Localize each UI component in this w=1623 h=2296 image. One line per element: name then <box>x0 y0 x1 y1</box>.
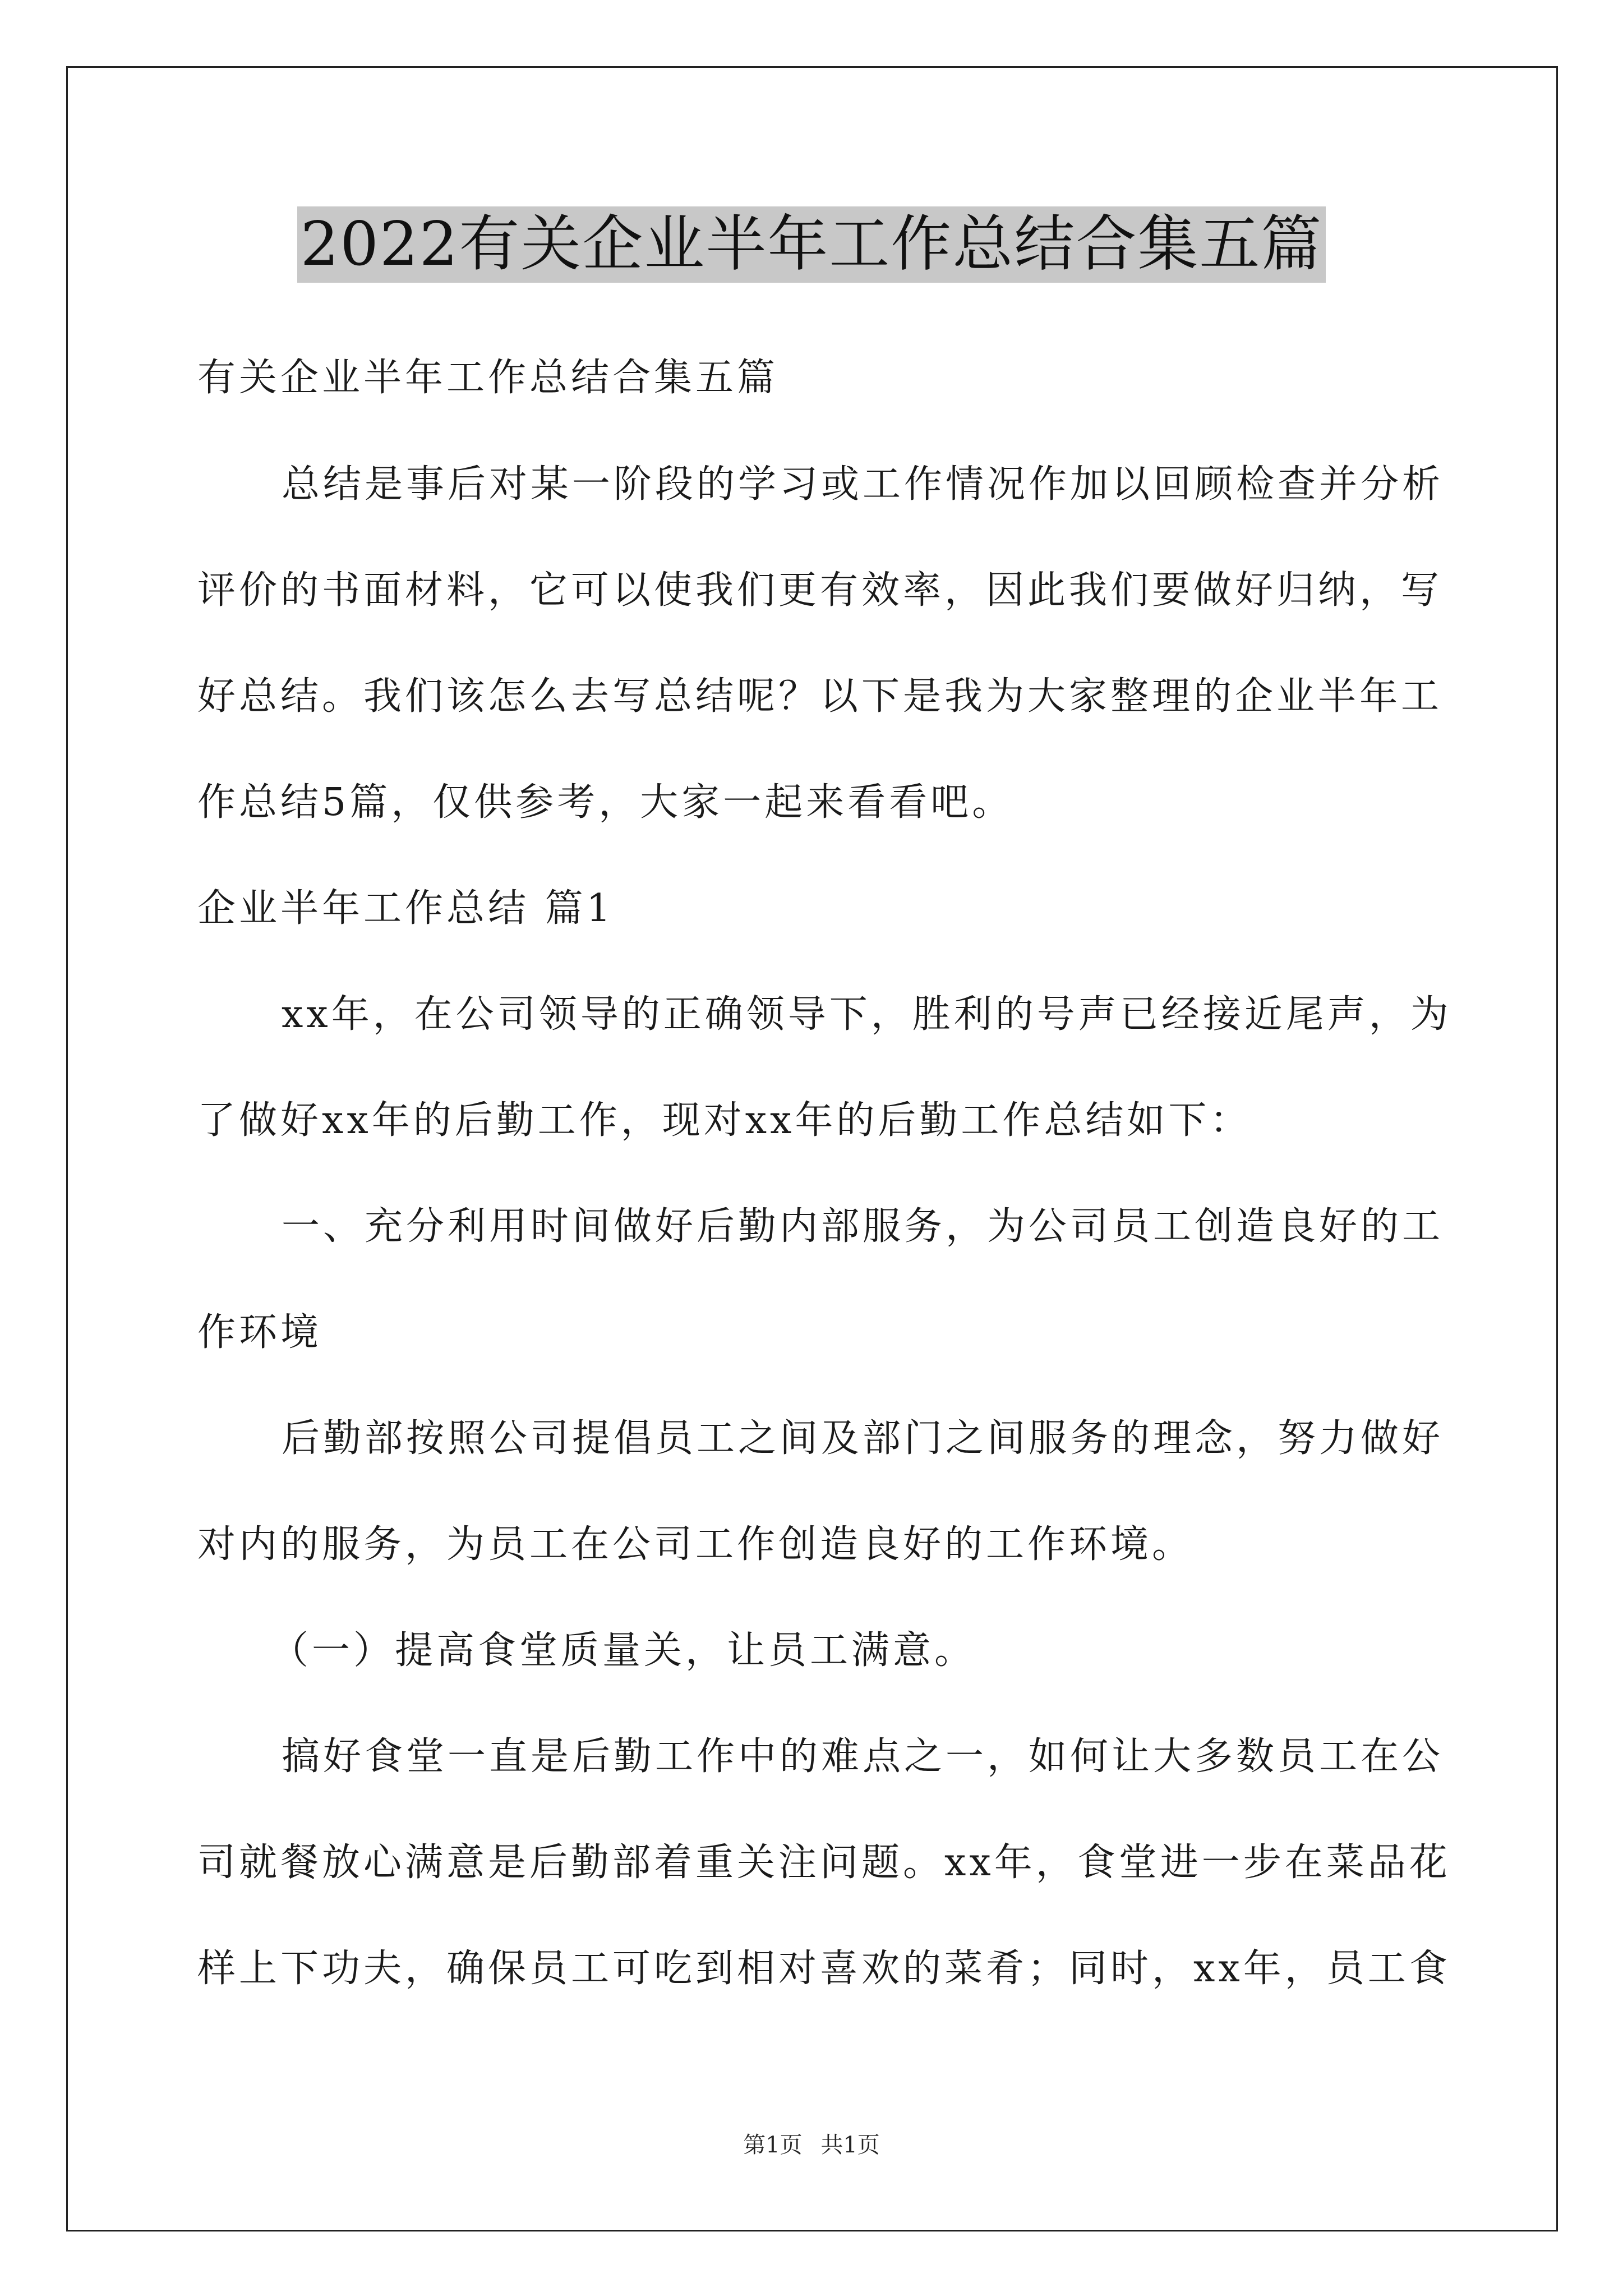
document-title: 2022有关企业半年工作总结合集五篇 <box>297 206 1326 283</box>
page-number: 第1页 <box>743 2132 803 2158</box>
paragraph-line: 评价的书面材料，它可以使我们更有效率，因此我们要做好归纳，写 <box>197 568 1443 613</box>
paragraph-line: 作总结5篇，仅供参考，大家一起来看看吧。 <box>197 780 1014 825</box>
paragraph-line: 总结是事后对某一阶段的学习或工作情况作加以回顾检查并分析 <box>282 462 1444 507</box>
paragraph-line: 司就餐放心满意是后勤部着重关注问题。xx年，食堂进一步在菜品花 <box>197 1841 1451 1885</box>
subtitle-line: 有关企业半年工作总结合集五篇 <box>197 356 779 400</box>
paragraph-line: 一、充分利用时间做好后勤内部服务，为公司员工创造良好的工 <box>282 1204 1444 1249</box>
section-heading: 企业半年工作总结 篇1 <box>197 886 614 931</box>
paragraph-line: 样上下功夫，确保员工可吃到相对喜欢的菜肴；同时，xx年，员工食 <box>197 1947 1451 1991</box>
page-footer <box>0 2129 1623 2161</box>
paragraph-line: 了做好xx年的后勤工作，现对xx年的后勤工作总结如下： <box>197 1098 1252 1143</box>
paragraph-line: 对内的服务，为员工在公司工作创造良好的工作环境。 <box>197 1522 1194 1567</box>
paragraph-line: 作环境 <box>197 1310 322 1355</box>
paragraph-line: 好总结。我们该怎么去写总结呢？以下是我为大家整理的企业半年工 <box>197 674 1443 719</box>
paragraph-line: xx年，在公司领导的正确领导下，胜利的号声已经接近尾声，为 <box>282 992 1452 1037</box>
paragraph-line: 后勤部按照公司提倡员工之间及部门之间服务的理念，努力做好 <box>282 1416 1444 1461</box>
page-total: 共1页 <box>820 2132 880 2158</box>
paragraph-line: （一）提高食堂质量关，让员工满意。 <box>270 1628 976 1673</box>
paragraph-line: 搞好食堂一直是后勤工作中的难点之一，如何让大多数员工在公 <box>282 1734 1444 1779</box>
title-wrap <box>0 206 1623 283</box>
